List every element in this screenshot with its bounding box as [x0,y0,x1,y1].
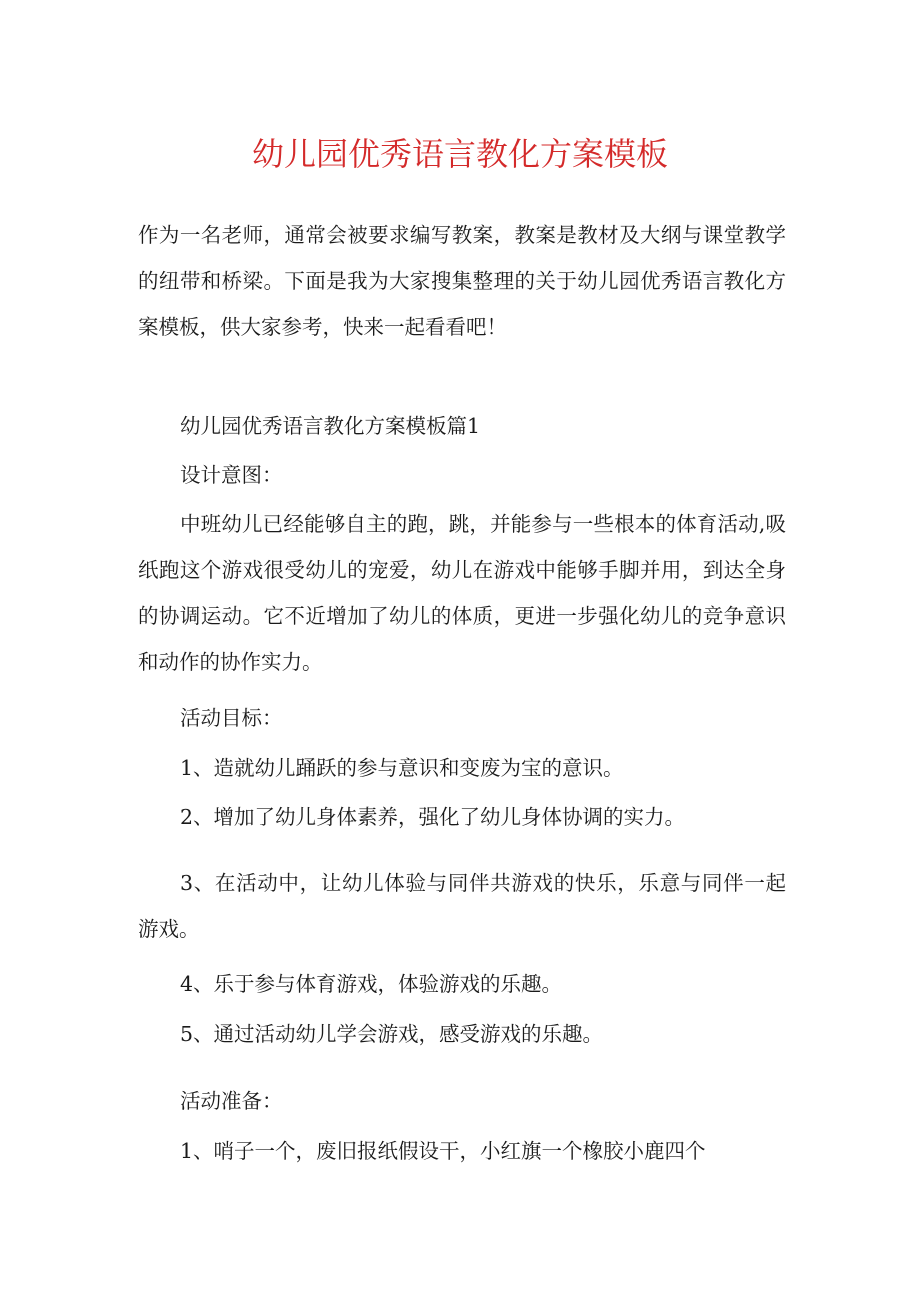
preparation-item-1: 1、哨子一个，废旧报纸假设干，小红旗一个橡胶小鹿四个 [180,1139,706,1163]
preparation-label: 活动准备： [180,1089,283,1113]
goal-item-1: 1、造就幼儿踊跃的参与意识和变废为宝的意识。 [180,756,624,780]
document-title: 幼儿园优秀语言教化方案模板 [251,135,668,173]
design-intent-label: 设计意图： [180,463,283,487]
intro-paragraph: 作为一名老师，通常会被要求编写教案，教案是教材及大纲与课堂教学的纽带和桥梁。下面是我为大家搜集整理的关于幼儿园优秀语言教化方案模板，供大家参考，快来一起看看吧！ [138,223,786,339]
design-intent-paragraph: 中班幼儿已经能够自主的跑，跳，并能参与一些根本的体育活动,吸纸跑这个游戏很受幼儿的宠爱，幼儿在游戏中能够手脚并用，到达全身的协调运动。它不近增加了幼儿的体质，更进一步强化幼儿的竞争意识和动作的协作实力。 [138,512,786,674]
goal-item-3: 3、在活动中，让幼儿体验与同伴共游戏的快乐，乐意与同伴一起游戏。 [138,871,786,941]
goal-item-5: 5、通过活动幼儿学会游戏，感受游戏的乐趣。 [180,1022,604,1046]
goal-item-2: 2、增加了幼儿身体素养，强化了幼儿身体协调的实力。 [180,805,686,829]
section-heading: 幼儿园优秀语言教化方案模板篇1 [180,414,481,438]
goal-item-4: 4、乐于参与体育游戏，体验游戏的乐趣。 [180,972,563,996]
goals-label: 活动目标： [180,706,283,730]
